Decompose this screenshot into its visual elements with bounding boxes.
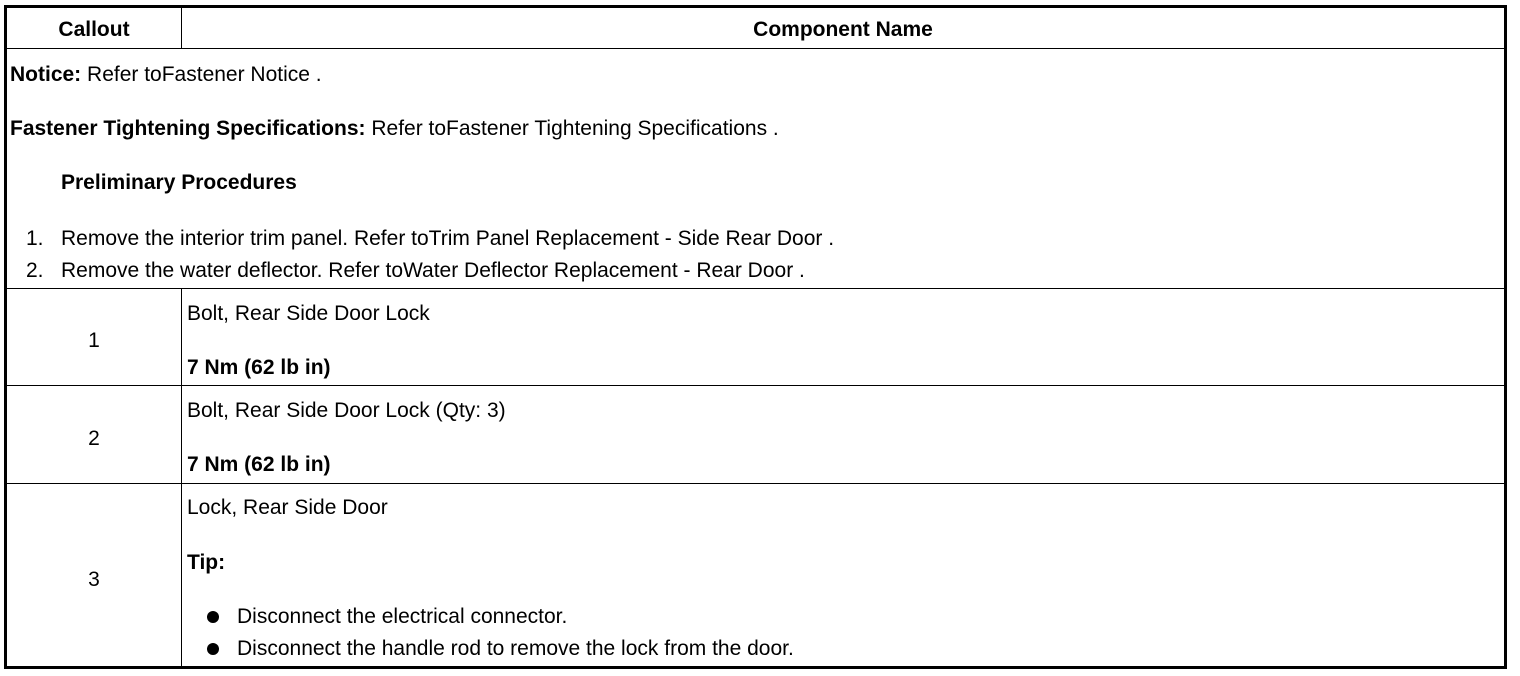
- spec-label: Fastener Tightening Specifications:: [10, 117, 366, 140]
- callout-2: 2: [88, 427, 100, 450]
- callout-3: 3: [88, 568, 100, 591]
- step-number-2: 2.: [26, 259, 44, 282]
- tip-1: Disconnect the electrical connector.: [237, 605, 568, 628]
- notice-text: Refer toFastener Notice .: [81, 63, 322, 86]
- component-name-1: Bolt, Rear Side Door Lock: [187, 302, 430, 325]
- tip-2: Disconnect the handle rod to remove the lock from the door.: [237, 637, 794, 660]
- spec-text: Refer toFastener Tightening Specifications .: [365, 117, 779, 140]
- step-number-1: 1.: [26, 227, 44, 250]
- intro-divider: [7, 288, 1504, 289]
- preliminary-procedures-title: Preliminary Procedures: [61, 171, 297, 194]
- header-component-name: Component Name: [753, 18, 933, 41]
- torque-1: 7 Nm (62 lb in): [187, 356, 331, 379]
- component-name-2: Bolt, Rear Side Door Lock (Qty: 3): [187, 399, 506, 422]
- torque-2: 7 Nm (62 lb in): [187, 453, 331, 476]
- bullet-icon: [207, 611, 219, 623]
- header-callout: Callout: [58, 18, 130, 41]
- step-text-2: Remove the water deflector. Refer toWater Deflector Replacement - Rear Door .: [61, 259, 805, 282]
- row-divider-2: [7, 483, 1504, 484]
- step-text-1: Remove the interior trim panel. Refer toTrim Panel Replacement - Side Rear Door .: [61, 227, 835, 250]
- bullet-icon: [207, 643, 219, 655]
- procedure-table: [4, 5, 1507, 669]
- notice-label: Notice:: [10, 63, 82, 86]
- tip-label: Tip:: [187, 551, 226, 574]
- body-column-divider: [181, 288, 182, 668]
- spec-line: [10, 117, 779, 141]
- row-divider-1: [7, 385, 1504, 386]
- header-divider: [7, 48, 1504, 49]
- component-name-3: Lock, Rear Side Door: [187, 496, 388, 519]
- notice-line: [10, 63, 322, 87]
- callout-1: 1: [88, 329, 100, 352]
